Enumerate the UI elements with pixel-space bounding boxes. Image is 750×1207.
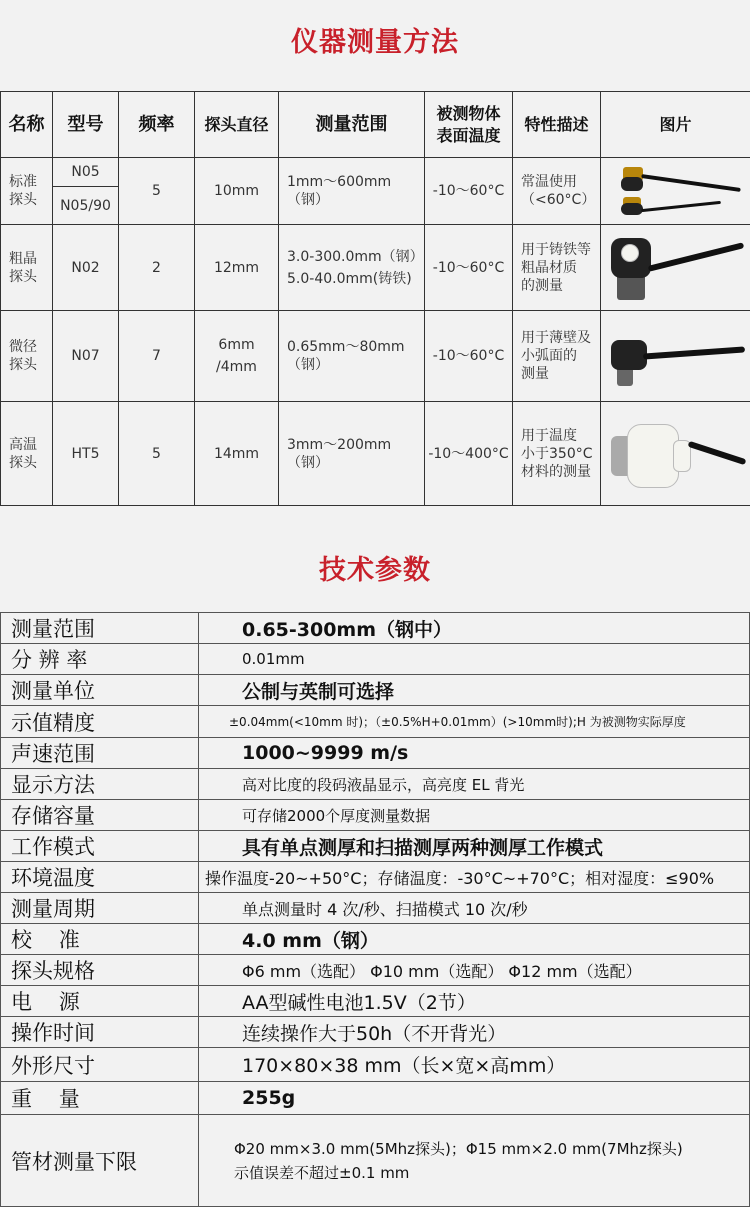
- probe-temp: -10～60°C: [425, 158, 513, 225]
- probe-picture: [601, 402, 750, 506]
- probe-temp: -10～60°C: [425, 225, 513, 311]
- spec-label: 校 准: [1, 924, 199, 955]
- probe-header-row: [1, 92, 750, 158]
- probe-row-coarse: [1, 225, 750, 311]
- probe-frequency: 5: [119, 402, 195, 506]
- spec-label: 存储容量: [1, 800, 199, 831]
- spec-label: 测量范围: [1, 613, 199, 644]
- header-description: 特性描述: [513, 92, 601, 158]
- spec-row: [1, 769, 750, 800]
- header-temp-l1: 被测物体: [436, 104, 500, 123]
- spec-label: 环境温度: [1, 862, 199, 893]
- spec-value: 0.65-300mm（钢中）: [199, 613, 750, 644]
- spec-row: [1, 986, 750, 1017]
- probe-model: HT5: [53, 402, 119, 506]
- spec-row: [1, 924, 750, 955]
- probe-temp: -10～60°C: [425, 311, 513, 402]
- spec-row: [1, 1017, 750, 1048]
- spec-row: [1, 955, 750, 986]
- probe-range: 1mm～600mm （钢）: [279, 158, 425, 225]
- spec-row: [1, 1048, 750, 1082]
- probe-model-a: N05: [53, 158, 119, 187]
- probe-diameter: 14mm: [195, 402, 279, 506]
- spec-value-line1: Φ20 mm×3.0 mm(5Mhz探头)；Φ15 mm×2.0 mm(7Mhz探头): [234, 1140, 683, 1158]
- probe-model-b: N05/90: [53, 187, 119, 225]
- header-frequency: 频率: [119, 92, 195, 158]
- header-surface-temp: [425, 92, 513, 158]
- spec-value: AA型碱性电池1.5V（2节）: [199, 986, 750, 1017]
- spec-row: [1, 893, 750, 924]
- probe-range: 3mm～200mm （钢）: [279, 402, 425, 506]
- probe-diameter: 6mm /4mm: [195, 311, 279, 402]
- spec-label: 工作模式: [1, 831, 199, 862]
- probe-description: 用于温度 小于350°C 材料的测量: [513, 402, 601, 506]
- spec-label: 分 辨 率: [1, 644, 199, 675]
- section-title-measurement-method: 仪器测量方法: [0, 20, 750, 59]
- probe-model: N07: [53, 311, 119, 402]
- header-name: 名称: [1, 92, 53, 158]
- spec-value: 1000~9999 m/s: [199, 738, 750, 769]
- header-temp-l2: 表面温度: [436, 126, 500, 145]
- probe-temp: -10～400°C: [425, 402, 513, 506]
- header-diameter: 探头直径: [195, 92, 279, 158]
- spec-label: 管材测量下限: [1, 1115, 199, 1207]
- probe-description: 常温使用 （<60°C）: [513, 158, 601, 225]
- probe-picture: [601, 311, 750, 402]
- section-title-technical-params: 技术参数: [0, 548, 750, 587]
- probe-picture: [601, 225, 750, 311]
- spec-label: 探头规格: [1, 955, 199, 986]
- spec-value: 高对比度的段码液晶显示，高亮度 EL 背光: [199, 769, 750, 800]
- probe-row-micro: [1, 311, 750, 402]
- header-model: 型号: [53, 92, 119, 158]
- probe-diameter: 12mm: [195, 225, 279, 311]
- spec-value-line2: 示值误差不超过±0.1 mm: [234, 1164, 409, 1182]
- spec-value: 4.0 mm（钢）: [199, 924, 750, 955]
- probe-description: 用于铸铁等 粗晶材质 的测量: [513, 225, 601, 311]
- probe-model: N02: [53, 225, 119, 311]
- spec-value: 具有单点测厚和扫描测厚两种测厚工作模式: [199, 831, 750, 862]
- spec-row: [1, 831, 750, 862]
- probe-row-standard: [1, 158, 750, 187]
- spec-label: 显示方法: [1, 769, 199, 800]
- probe-frequency: 5: [119, 158, 195, 225]
- spec-value: [199, 1115, 750, 1207]
- spec-value: 单点测量时 4 次/秒、扫描模式 10 次/秒: [199, 893, 750, 924]
- spec-label: 测量单位: [1, 675, 199, 706]
- probe-frequency: 7: [119, 311, 195, 402]
- spec-row: [1, 706, 750, 738]
- probe-diameter: 10mm: [195, 158, 279, 225]
- spec-label: 操作时间: [1, 1017, 199, 1048]
- spec-label: 声速范围: [1, 738, 199, 769]
- spec-label: 测量周期: [1, 893, 199, 924]
- probe-frequency: 2: [119, 225, 195, 311]
- spec-row: [1, 1115, 750, 1207]
- spec-row: [1, 675, 750, 706]
- spec-table: [0, 612, 750, 1207]
- spec-value: 操作温度-20~+50°C；存储温度：-30°C~+70°C；相对湿度：≤90%: [199, 862, 750, 893]
- spec-row: [1, 862, 750, 893]
- probe-name: 高温 探头: [1, 402, 53, 506]
- header-picture: 图片: [601, 92, 750, 158]
- spec-value: 0.01mm: [199, 644, 750, 675]
- probe-range: 3.0-300.0mm（钢） 5.0-40.0mm(铸铁): [279, 225, 425, 311]
- spec-value: 170×80×38 mm（长×宽×高mm）: [199, 1048, 750, 1082]
- spec-row: [1, 1082, 750, 1115]
- spec-label: 外形尺寸: [1, 1048, 199, 1082]
- spec-value: 连续操作大于50h（不开背光）: [199, 1017, 750, 1048]
- spec-value: 公制与英制可选择: [199, 675, 750, 706]
- spec-value: ±0.04mm(<10mm 时)；（±0.5%H+0.01mm）(>10mm时);H 为被测物实际厚度: [199, 706, 750, 738]
- spec-value: Φ6 mm（选配） Φ10 mm（选配） Φ12 mm（选配）: [199, 955, 750, 986]
- spec-row: [1, 738, 750, 769]
- probe-table: [0, 91, 750, 505]
- probe-name: 标准 探头: [1, 158, 53, 225]
- spec-row: [1, 800, 750, 831]
- probe-row-high-temp: [1, 402, 750, 506]
- probe-range: 0.65mm～80mm （钢）: [279, 311, 425, 402]
- spec-row: [1, 613, 750, 644]
- spec-value: 可存储2000个厚度测量数据: [199, 800, 750, 831]
- spec-label: 示值精度: [1, 706, 199, 738]
- spec-row: [1, 644, 750, 675]
- spec-label: 电 源: [1, 986, 199, 1017]
- probe-name: 粗晶 探头: [1, 225, 53, 311]
- spec-label: 重 量: [1, 1082, 199, 1115]
- probe-description: 用于薄壁及 小弧面的 测量: [513, 311, 601, 402]
- probe-name: 微径 探头: [1, 311, 53, 402]
- spec-value: 255g: [199, 1082, 750, 1115]
- probe-picture: [601, 158, 750, 225]
- header-range: 测量范围: [279, 92, 425, 158]
